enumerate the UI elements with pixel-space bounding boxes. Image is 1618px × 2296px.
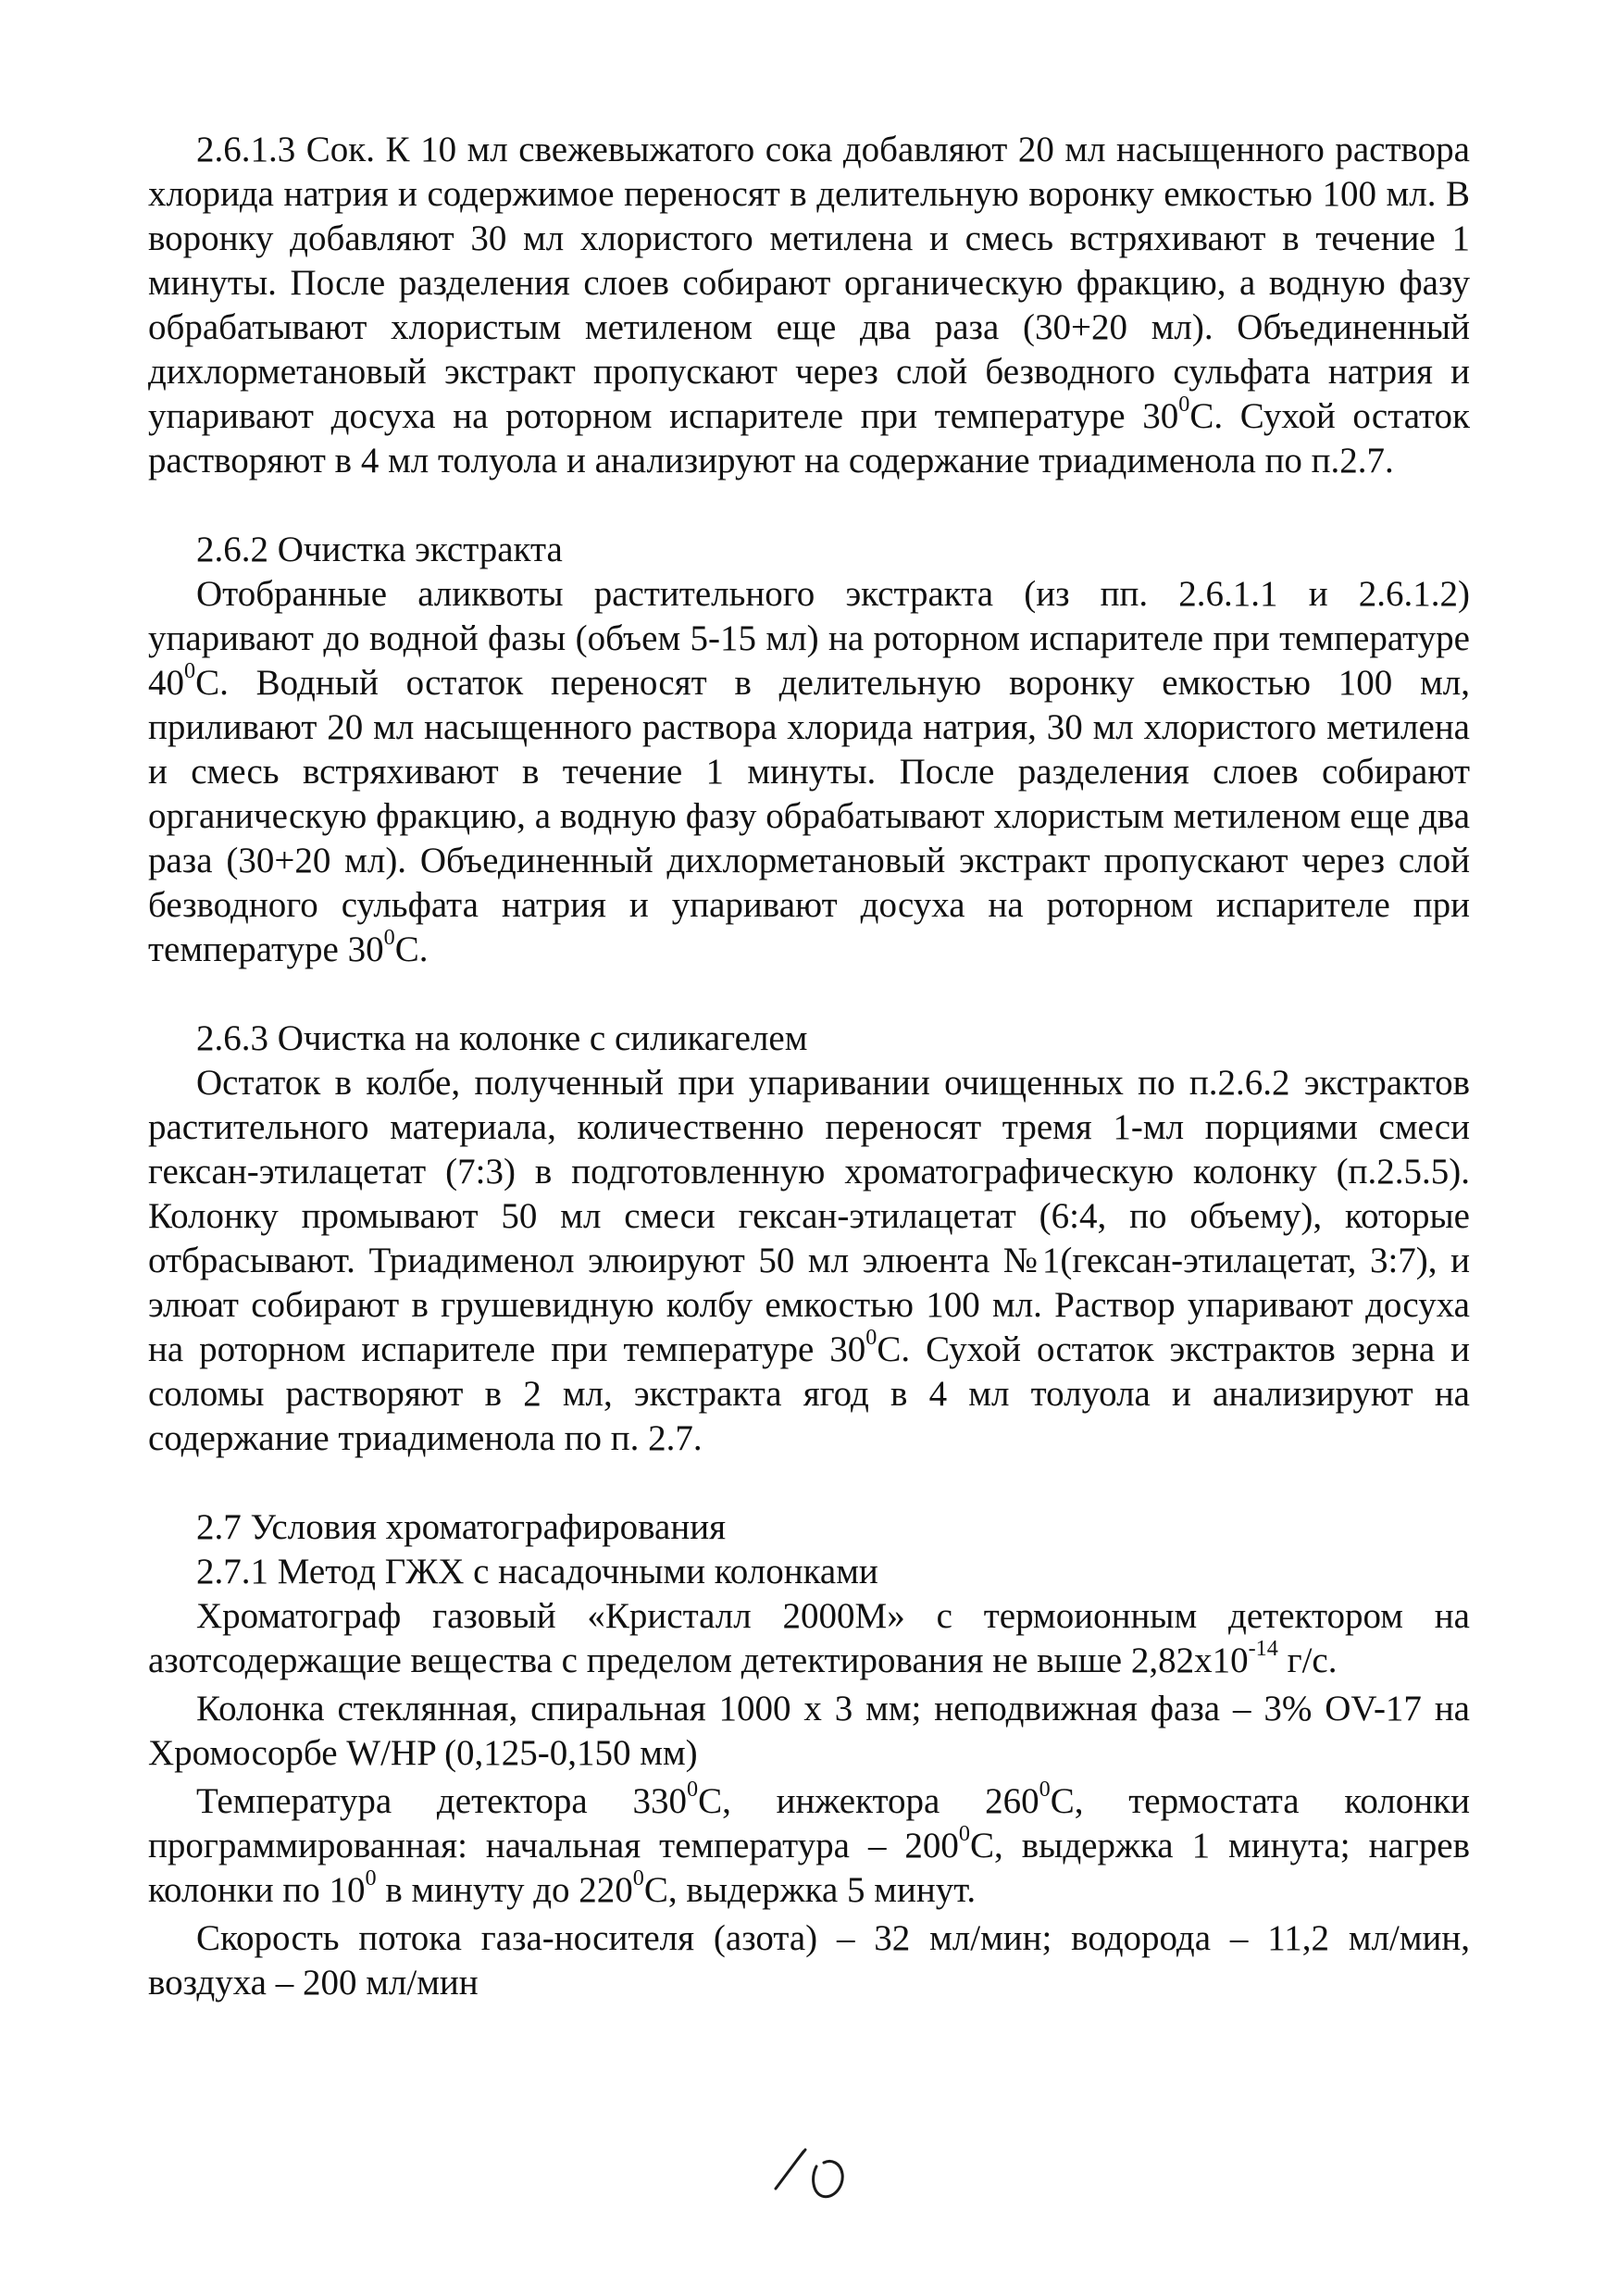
section-2-7-1-paragraph-column: Колонка стеклянная, спиральная 1000 х 3 мм; неподвижная фаза – 3% OV-17 на Хромосорбе W/HP (0,125-0,150 мм) [148,1689,1470,1773]
section-2-6-2-heading: 2.6.2 Очистка экстракта [196,530,563,569]
chromatograph-text-b: г/с. [1277,1641,1338,1680]
temperature-text-a: Температура детектора 330 [196,1781,687,1821]
section-2-7-1-paragraph-gas-flow: Скорость потока газа-носителя (азота) – 32 мл/мин; водорода – 11,2 мл/мин, воздуха – 200 мл/мин [148,1918,1470,2003]
section-2-6-1-3-text: К 10 мл свежевыжатого сока добавляют 20 мл насыщенного раствора хлорида натрия и содержимое переносят в делительную воронку емкостью 100 мл. В воронку добавляют 30 мл хлористого метилена и смесь встряхивают в течение 1 минуты. После разделения слоев собирают органическую фракцию, а водную фазу обрабатывают хлористым метиленом еще два раза (30+20 мл). Объединенный дихлорметановый экстракт пропускают через слой безводного сульфата натрия и упаривают досуха на роторном испарителе при температуре 30 [148,130,1470,436]
section-2-6-3-text-a: Остаток в колбе, полученный при упаривании очищенных по п.2.6.2 экстрактов растительного материала, количественно переносят тремя 1-мл порциями смеси гексан-этилацетат (7:3) в подготовленную хроматографическую колонку (п.2.5.5). Колонку промывают 50 мл смеси гексан-этилацетат (6:4, по объему), которые отбрасывают. Триадименол элюируют 50 мл элюента №1(гексан-этилацетат, 3:7), и элюат собирают в грушевидную колбу емкостью 100 мл. Раствор упаривают досуха на роторном испарителе при температуре 30 [148,1063,1470,1369]
degree-superscript: 0 [686,1777,699,1803]
section-2-6-1-3-text-end: С. Сухой остаток растворяют в 4 мл толуола и анализируют на содержание триадименола по п.2.7. [148,396,1470,480]
document-body [148,128,1470,2005]
section-2-7-1-heading: 2.7.1 Метод ГЖХ с насадочными колонками [196,1552,878,1591]
section-2-6-1-3-paragraph [148,128,1470,483]
degree-superscript: 0 [383,925,395,951]
section-2-7-heading: 2.7 Условия хроматографирования [196,1507,727,1547]
section-2-6-3-paragraph [148,1061,1470,1461]
handwritten-page-number [763,2139,865,2213]
degree-superscript: 0 [865,1325,877,1351]
temperature-text-f: С, выдержка 5 минут. [643,1870,977,1910]
exponent-superscript: -14 [1248,1636,1278,1662]
section-2-6-1-3-label: 2.6.1.3 Сок. [196,130,375,169]
temperature-text-d: С, выдержка 1 минута; нагрев колонки по 10 [148,1826,1470,1910]
degree-superscript: 0 [632,1866,644,1891]
degree-superscript: 0 [958,1821,970,1847]
chromatograph-text-a: Хроматограф газовый «Кристалл 2000М» с термоионным детектором на азотсодержащие вещества с пределом детектирования не выше 2,82x10 [148,1596,1470,1680]
section-2-6-2-text-c: С. [394,930,429,969]
degree-superscript: 0 [1039,1777,1051,1803]
section-2-7-1-paragraph-chromatograph [148,1594,1470,1683]
section-2-6-2-paragraph [148,572,1470,972]
section-2-7-1-paragraph-temperature [148,1779,1470,1913]
degree-superscript: 0 [365,1866,377,1891]
temperature-text-b: С, инжектора 260 [698,1781,1039,1821]
section-2-6-3-heading: 2.6.3 Очистка на колонке с силикагелем [196,1018,808,1058]
temperature-text-c: С, термостата колонки программированная: начальная температура – 200 [148,1781,1470,1866]
degree-superscript: 0 [184,658,196,684]
temperature-text-e: в минуту до 220 [376,1870,633,1910]
section-2-6-2-text-a: Отобранные аликвоты растительного экстракта (из пп. 2.6.1.1 и 2.6.1.2) упаривают до водной фазы (объем 5-15 мл) на роторном испарителе при температуре 40 [148,574,1470,703]
section-2-6-3-text-b: С. Сухой остаток экстрактов зерна и соломы растворяют в 2 мл, экстракта ягод в 4 мл толуола и анализируют на содержание триадименола по п. 2.7. [148,1329,1470,1458]
section-2-6-2-text-b: С. Водный остаток переносят в делительную воронку емкостью 100 мл, приливают 20 мл насыщенного раствора хлорида натрия, 30 мл хлористого метилена и смесь встряхивают в течение 1 минуты. После разделения слоев собирают органическую фракцию, а водную фазу обрабатывают хлористым метиленом еще два раза (30+20 мл). Объединенный дихлорметановый экстракт пропускают через слой безводного сульфата натрия и упаривают досуха на роторном испарителе при температуре 30 [148,663,1470,969]
degree-superscript: 0 [1178,392,1190,418]
